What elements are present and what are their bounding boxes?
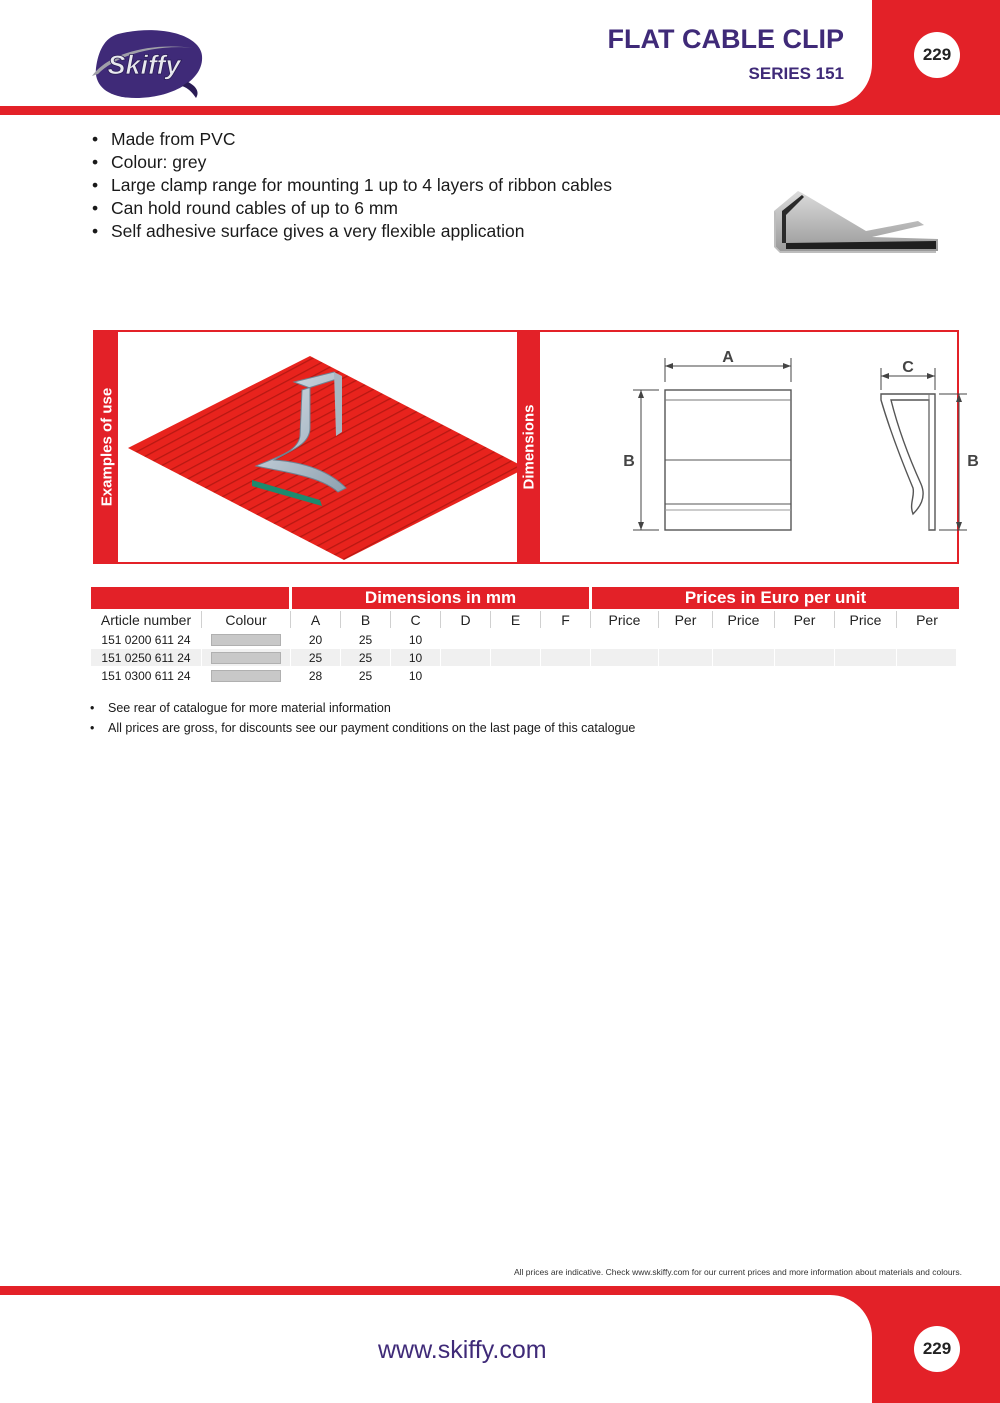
column-header: Per xyxy=(775,611,835,628)
note-item: • All prices are gross, for discounts see our payment conditions on the last page of this catalogue xyxy=(90,718,635,738)
price-cell xyxy=(591,649,658,666)
usage-image xyxy=(124,340,516,555)
column-header: C xyxy=(391,611,441,628)
dimensions-label: Dimensions xyxy=(520,404,537,490)
page-title: FLAT CABLE CLIP xyxy=(607,24,844,54)
note-item: • See rear of catalogue for more material information xyxy=(90,698,635,718)
table-row[interactable] xyxy=(91,649,957,666)
dim-e-cell xyxy=(491,649,540,666)
feature-item: • Large clamp range for mounting 1 up to 4 layers of ribbon cables xyxy=(92,174,612,197)
price-cell xyxy=(835,649,896,666)
dim-a-cell: 20 xyxy=(308,632,323,647)
column-header: Price xyxy=(591,611,659,628)
column-header: F xyxy=(541,611,591,628)
column-header: B xyxy=(341,611,391,628)
per-cell xyxy=(775,649,834,666)
colour-cell xyxy=(202,667,290,684)
article-number-cell: 151 0250 611 24 xyxy=(91,649,201,666)
column-header: Per xyxy=(897,611,957,628)
dim-b-cell: 25 xyxy=(341,649,390,666)
price-disclaimer: All prices are indicative. Check www.skiffy.com for our current prices and more information about materials and colours. xyxy=(513,1267,962,1277)
page-number-badge: 229 xyxy=(914,32,960,78)
table-row[interactable] xyxy=(91,667,441,684)
colour-swatch xyxy=(211,670,281,682)
column-header: D xyxy=(441,611,491,628)
table-row[interactable] xyxy=(91,631,441,648)
group-header-prices: Prices in Euro per unit xyxy=(592,587,959,609)
feature-item: • Colour: grey xyxy=(92,151,612,174)
column-header: Colour xyxy=(202,611,291,628)
per-cell xyxy=(659,649,712,666)
page-number-badge: 229 xyxy=(914,1326,960,1372)
feature-item: • Self adhesive surface gives a very flexible application xyxy=(92,220,612,243)
dim-label-a: A xyxy=(722,349,734,366)
examples-label: Examples of use xyxy=(98,387,115,507)
notes-list xyxy=(90,698,635,738)
article-number-cell: 151 0300 611 24 xyxy=(101,668,191,683)
examples-panel xyxy=(93,330,979,564)
dim-f-cell xyxy=(541,649,590,666)
dim-b-cell: 25 xyxy=(358,632,373,647)
colour-cell xyxy=(202,649,290,666)
price-cell xyxy=(713,649,774,666)
group-header-dimensions: Dimensions in mm xyxy=(292,587,589,609)
colour-swatch xyxy=(211,634,281,646)
dim-a-cell: 28 xyxy=(308,668,323,683)
table-header-blank xyxy=(91,587,289,609)
dim-label-b: B xyxy=(967,453,979,470)
column-header: Article number xyxy=(91,611,202,628)
dimensions-drawing xyxy=(547,346,979,546)
column-header: Price xyxy=(835,611,897,628)
product-image xyxy=(768,185,943,265)
column-header: Per xyxy=(659,611,713,628)
column-header: Price xyxy=(713,611,775,628)
dim-b-cell: 25 xyxy=(358,668,373,683)
feature-list xyxy=(92,128,612,243)
dim-label-c: C xyxy=(902,359,914,376)
skiffy-logo[interactable] xyxy=(88,26,208,102)
dim-c-cell: 10 xyxy=(408,632,423,647)
feature-item: • Made from PVC xyxy=(92,128,612,151)
per-cell xyxy=(897,649,956,666)
dim-d-cell xyxy=(441,649,490,666)
column-header-row xyxy=(91,611,957,628)
dim-c-cell: 10 xyxy=(391,649,440,666)
column-header: A xyxy=(291,611,341,628)
article-number-cell: 151 0200 611 24 xyxy=(101,632,191,647)
examples-label-bar xyxy=(95,332,118,562)
dim-a-cell: 25 xyxy=(291,649,340,666)
colour-swatch xyxy=(211,652,281,664)
dimensions-label-bar xyxy=(517,332,540,562)
colour-cell xyxy=(202,631,290,648)
website-link[interactable]: www.skiffy.com xyxy=(378,1336,547,1364)
logo-wordmark: Skiffy xyxy=(107,50,181,80)
dim-label-b: B xyxy=(623,453,635,470)
column-header: E xyxy=(491,611,541,628)
dim-c-cell: 10 xyxy=(408,668,423,683)
page-subtitle: SERIES 151 xyxy=(748,64,844,83)
feature-item: • Can hold round cables of up to 6 mm xyxy=(92,197,612,220)
